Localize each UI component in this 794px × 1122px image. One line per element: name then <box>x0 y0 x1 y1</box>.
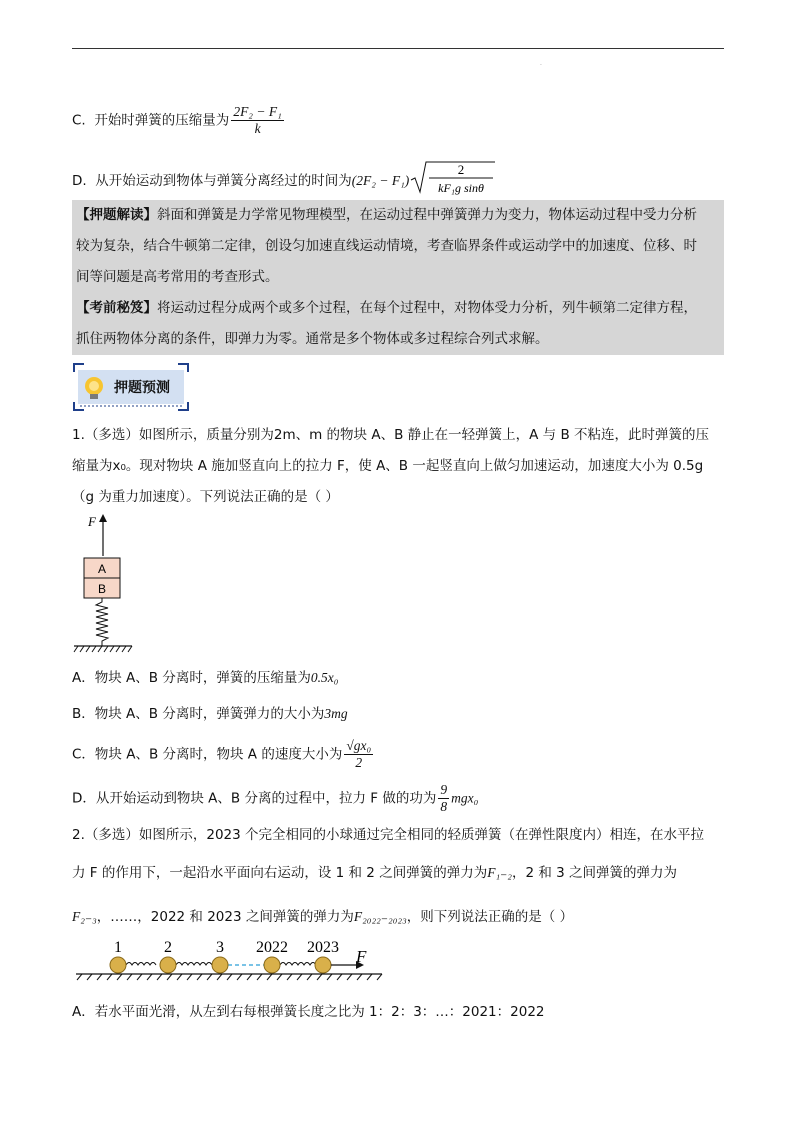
ball-3 <box>212 957 228 973</box>
ball-label-2022: 2022 <box>256 939 288 956</box>
ball-2022 <box>264 957 280 973</box>
q1-option-c: C．物块 A、B 分离时，物块 A 的速度大小为 $\frac{\text{√gx₀}}{2}$ <box>72 738 372 770</box>
spring-2-3 <box>176 963 212 966</box>
fig-label-F: F <box>88 514 96 529</box>
ball-label-2: 2 <box>164 939 172 956</box>
ball-1 <box>110 957 126 973</box>
fig-label-A: A <box>97 562 107 576</box>
question-1: 1.（多选）如图所示，质量分别为2m、m 的物块 A、B 静止在一轻弹簧上，A 与 B 不粘连，此时弹簧的压 缩量为x₀。现对物块 A 施加竖直向上的拉力 F，使 A、B 一起竖直向上做匀加速运动，加速度大小为 0.5g （g 为重力加速度）。下列说法正确的是（ ） <box>72 427 710 505</box>
ball-label-2023: 2023 <box>307 939 339 956</box>
option-c-fraction: $\frac{\text{2F₂ − F₁}}{k}$ <box>233 104 282 136</box>
spring-1-2 <box>126 963 156 966</box>
ball-label-3: 3 <box>216 939 224 956</box>
banner-label: 押题预测 <box>114 380 170 396</box>
spring <box>96 598 108 646</box>
ball-2023 <box>315 957 331 973</box>
balls-springs-figure <box>72 932 392 982</box>
blocks-spring-figure <box>72 512 142 657</box>
spring-2022-2023 <box>280 963 316 966</box>
ball-2 <box>160 957 176 973</box>
header-mark: . <box>540 60 542 67</box>
svg-text:kF₁g sinθ: kF₁g sinθ <box>438 181 485 195</box>
option-c: C. 开始时弹簧的压缩量为 $\frac{\text{2F₂ − F₁}}{k}$ <box>72 104 282 136</box>
fig-label-B: B <box>97 582 107 596</box>
q2-option-a: A．若水平面光滑，从左到右每根弹簧长度之比为 1：2：3：…：2021：2022 <box>72 1004 545 1020</box>
header-rule <box>72 48 724 49</box>
q1-option-b: B．物块 A、B 分离时，弹簧弹力的大小为3mg <box>72 706 348 722</box>
ball-label-1: 1 <box>114 939 122 956</box>
q1-option-a: A．物块 A、B 分离时，弹簧的压缩量为0.5x₀ <box>72 670 339 686</box>
analysis-box: 【押题解读】斜面和弹簧是力学常见物理模型，在运动过程中弹簧弹力为变力，物体运动过程中受力分析 较为复杂，结合牛顿第二定律，创设匀加速直线运动情境，考查临界条件或运动学中的加速度、位移、时 间等问题是高考常用的考查形式。 【考前秘笈】将运动过程分成两个或多个过程，在每个过程中，对物体受力分析，列牛顿第二定律方程， 抓住两物体分离的条件，即弹力为零。通常是多个物体或多过程综合列式求解。 <box>72 200 724 355</box>
option-d: D. 从开始运动到物体与弹簧分离经过的时间为(2F₂ − F₁) 2 kF₁g sinθ <box>72 158 495 204</box>
sqrt-expression <box>409 158 495 204</box>
prediction-banner <box>72 362 190 412</box>
svg-text:2: 2 <box>458 162 465 177</box>
fig2-label-F: F <box>356 947 367 966</box>
question-2: 2.（多选）如图所示，2023 个完全相同的小球通过完全相同的轻质弹簧（在弹性限度内）相连，在水平拉 力 F 的作用下，一起沿水平面向右运动，设 1 和 2 之间弹簧的弹力为F₁₋₂，2 和 3 之间弹簧的弹力为 F₂₋₃，……，2022 和 2023 之间弹簧的弹力为F₂₀₂₂₋₂₀₂₃，则下列说法正确的是（ ） <box>72 827 705 925</box>
q1-option-d: D．从开始运动到物块 A、B 分离的过程中，拉力 F 做的功为 $\frac{9}{8}$ mgx₀ <box>72 782 479 814</box>
